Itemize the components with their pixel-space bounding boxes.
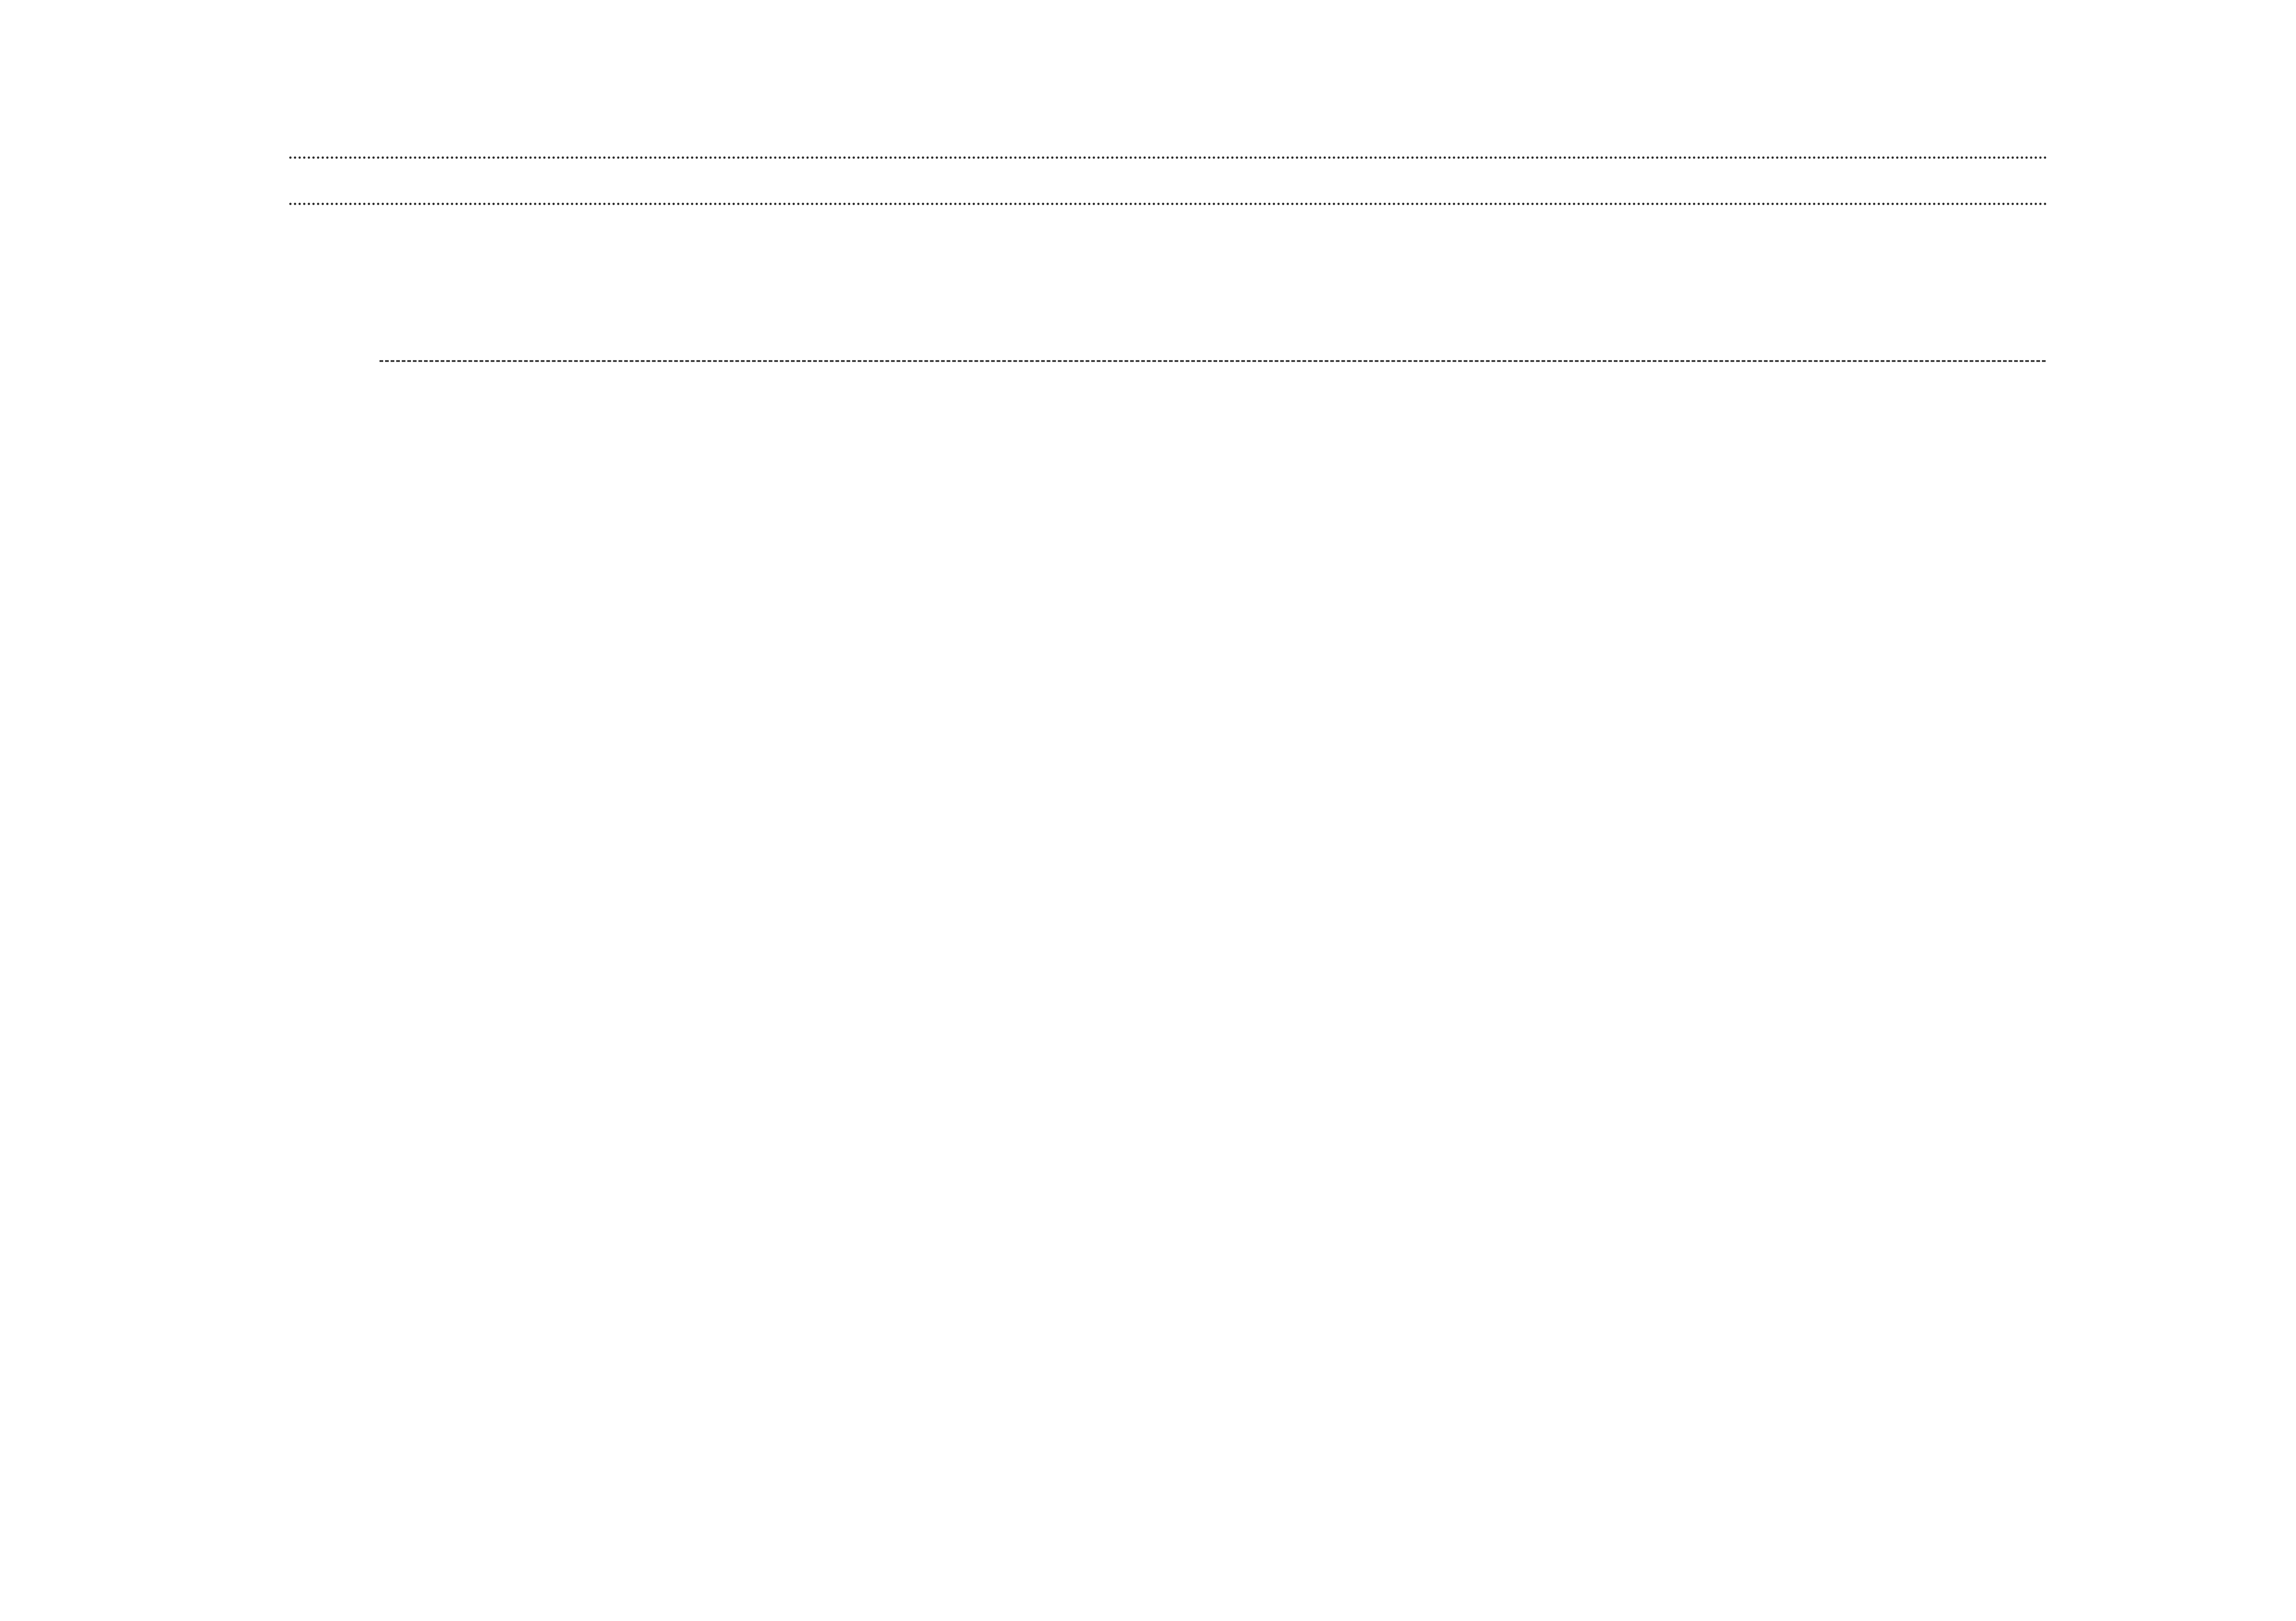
summary-separator [380,360,2046,362]
header-top-rule [289,156,2048,159]
header-bottom-rule [289,203,2048,205]
